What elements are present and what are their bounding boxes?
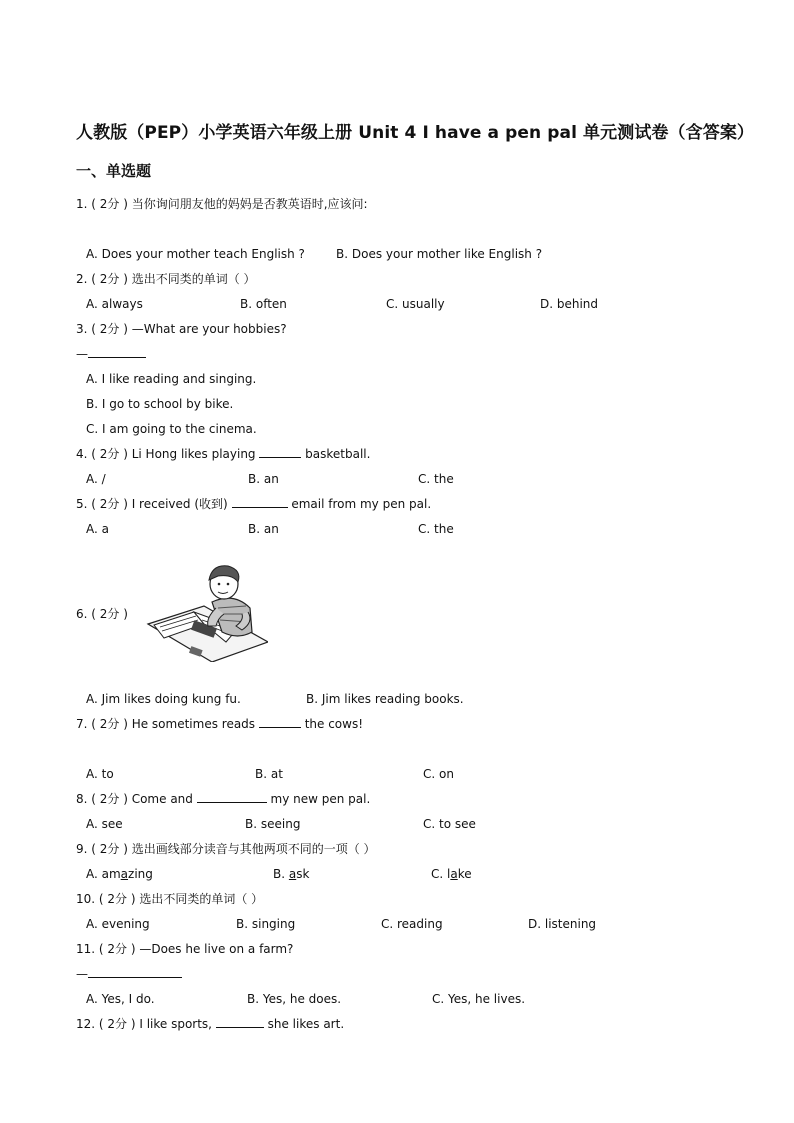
question-11-stem: 11. ( 2分 ) —Does he live on a farm? <box>76 942 294 956</box>
question-8-stem <box>76 791 370 807</box>
question-10-option-a: A. evening <box>86 917 150 931</box>
question-12-stem-start: 12. ( 2分 ) I like sports, <box>76 1017 216 1031</box>
question-3-stem: 3. ( 2分 ) —What are your hobbies? <box>76 322 287 336</box>
question-7-stem-end: the cows! <box>300 717 364 731</box>
question-10-option-b: B. singing <box>236 917 296 931</box>
question-1-option-a: A. Does your mother teach English ? <box>86 247 305 261</box>
question-4-option-b: B. an <box>248 472 279 486</box>
question-2-option-a: A. always <box>86 297 143 311</box>
question-8-option-c: C. to see <box>423 817 476 831</box>
question-6-stem: 6. ( 2分 ) <box>76 607 128 621</box>
question-7-stem <box>76 716 363 732</box>
question-9-option-a-underlined: a <box>120 867 129 881</box>
question-3-blank <box>88 346 146 358</box>
question-5-stem-start: 5. ( 2分 ) I received (收到) <box>76 497 232 511</box>
question-5-stem <box>76 496 431 512</box>
question-6-option-a: A. Jim likes doing kung fu. <box>86 692 241 706</box>
question-8-blank <box>197 791 267 803</box>
question-11-option-b: B. Yes, he does. <box>247 992 342 1006</box>
question-5-stem-end: email from my pen pal. <box>287 497 432 511</box>
question-9-option-c-underlined: a <box>450 867 458 881</box>
question-4-stem <box>76 446 370 462</box>
question-3-option-b: B. I go to school by bike. <box>86 397 234 411</box>
question-3-option-c: C. I am going to the cinema. <box>86 422 257 436</box>
question-5-option-c: C. the <box>418 522 454 536</box>
question-12-stem-end: she likes art. <box>263 1017 345 1031</box>
question-9-option-b-suffix: sk <box>296 867 310 881</box>
question-7-option-a: A. to <box>86 767 114 781</box>
question-5-blank <box>232 496 288 508</box>
question-9-option-a-prefix: A. am <box>86 867 121 881</box>
question-7-blank <box>259 716 301 728</box>
question-5-option-a: A. a <box>86 522 109 536</box>
question-4-option-a: A. / <box>86 472 106 486</box>
question-10-option-c: C. reading <box>381 917 443 931</box>
question-9-option-c-prefix: C. l <box>431 867 451 881</box>
question-5-option-b: B. an <box>248 522 279 536</box>
question-2-option-c: C. usually <box>386 297 445 311</box>
question-1-stem: 1. ( 2分 ) 当你询问朋友他的妈妈是否教英语时,应该问: <box>76 197 368 211</box>
question-11-option-c: C. Yes, he lives. <box>432 992 526 1006</box>
question-11-dash: — <box>76 967 88 981</box>
question-8-option-a: A. see <box>86 817 123 831</box>
document-title: 人教版（PEP）小学英语六年级上册 Unit 4 I have a pen pal 单元测试卷（含答案） <box>76 123 755 143</box>
question-3-dash: — <box>76 347 88 361</box>
question-1-option-b: B. Does your mother like English ? <box>336 247 543 261</box>
question-7-option-c: C. on <box>423 767 454 781</box>
question-4-blank <box>259 446 301 458</box>
question-9-option-b <box>273 866 309 882</box>
question-4-stem-start: 4. ( 2分 ) Li Hong likes playing <box>76 447 260 461</box>
question-9-stem: 9. ( 2分 ) 选出画线部分读音与其他两项不同的一项（ ） <box>76 842 376 856</box>
question-11-answer-line <box>76 966 182 982</box>
question-3-option-a: A. I like reading and singing. <box>86 372 257 386</box>
section-heading: 一、单选题 <box>76 162 152 180</box>
question-9-option-b-underlined: a <box>288 867 297 881</box>
question-9-option-a <box>86 866 153 882</box>
question-4-stem-end: basketball. <box>301 447 371 461</box>
question-7-option-b: B. at <box>255 767 283 781</box>
question-9-option-a-suffix: zing <box>128 867 153 881</box>
question-10-option-d: D. listening <box>528 917 597 931</box>
question-8-option-b: B. seeing <box>245 817 301 831</box>
question-9-option-c-suffix: ke <box>457 867 472 881</box>
question-8-stem-start: 8. ( 2分 ) Come and <box>76 792 197 806</box>
question-9-option-b-prefix: B. <box>273 867 289 881</box>
boy-reading-book-illustration <box>146 562 268 662</box>
question-7-stem-start: 7. ( 2分 ) He sometimes reads <box>76 717 259 731</box>
question-3-answer-line <box>76 346 146 362</box>
question-11-option-a: A. Yes, I do. <box>86 992 155 1006</box>
question-2-option-b: B. often <box>240 297 287 311</box>
question-4-option-c: C. the <box>418 472 454 486</box>
question-12-stem <box>76 1016 344 1032</box>
question-8-stem-end: my new pen pal. <box>266 792 371 806</box>
question-2-stem: 2. ( 2分 ) 选出不同类的单词（ ） <box>76 272 256 286</box>
question-2-option-d: D. behind <box>540 297 599 311</box>
question-10-stem: 10. ( 2分 ) 选出不同类的单词（ ） <box>76 892 264 906</box>
question-6-option-b: B. Jim likes reading books. <box>306 692 464 706</box>
question-12-blank <box>216 1016 264 1028</box>
question-11-blank <box>88 966 182 978</box>
question-9-option-c <box>431 866 472 882</box>
